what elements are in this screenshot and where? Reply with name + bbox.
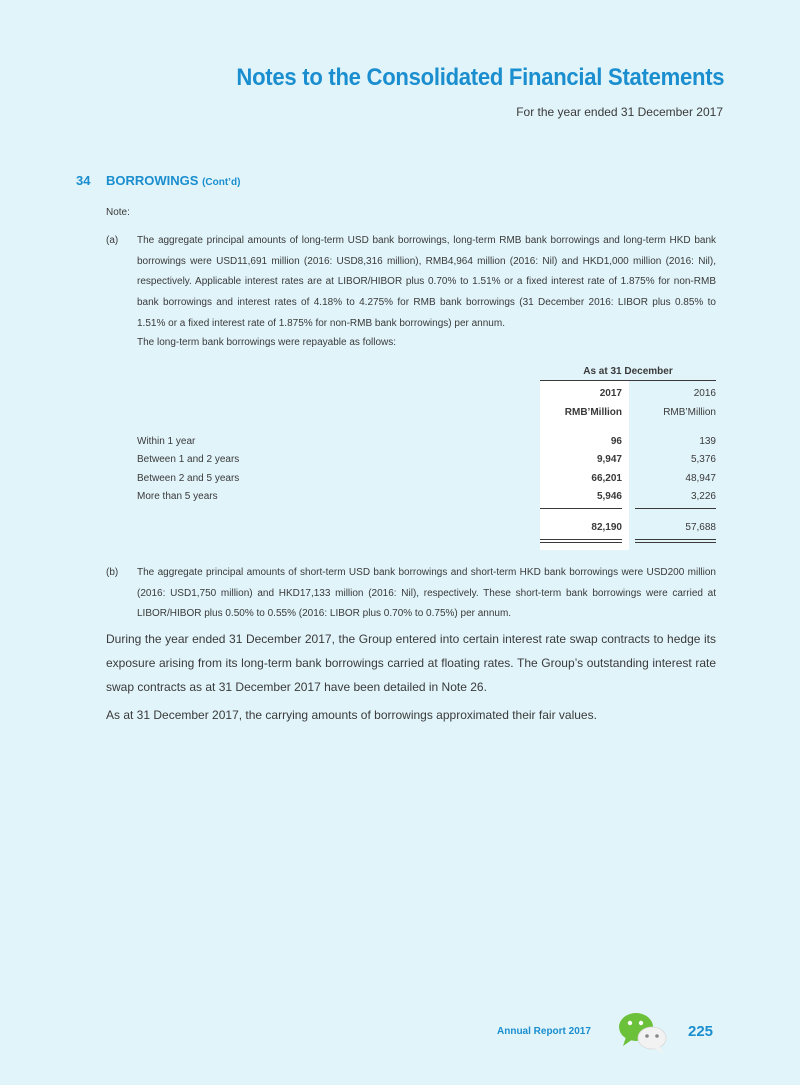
subtotal-rule-2016	[635, 508, 716, 509]
table-total-2016: 57,688	[685, 522, 716, 533]
total-double-rule-2016-bottom	[635, 542, 716, 543]
total-double-rule-2017-bottom	[540, 542, 622, 543]
section-title: BORROWINGS	[106, 173, 199, 188]
footer-report-title: Annual Report 2017	[497, 1026, 591, 1037]
table-cell-2016: 48,947	[685, 473, 716, 484]
table-group-rule	[540, 380, 716, 381]
note-item-text: The aggregate principal amounts of long-term USD bank borrowings, long-term RMB bank borrowings and long-term HKD bank borrowings were USD11,691 million (2016: USD8,316 million), RMB4,964 million (2016: Nil) and HKD1,000 million (2016: Nil), respectively. Applicable interest rates are at LIBOR/HIBOR plus 0.70% to 1.51% or a fixed interest rate of 1.875% for non-RMB bank borrowings and interest rates of 4.18% to 4.275% for RMB bank borrowings (31 December 2016: LIBOR plus 0.85% to 1.51% or a fixed interest rate of 1.875% for non-RMB bank borrowings) per annum.	[137, 235, 716, 329]
body-paragraph: During the year ended 31 December 2017, the Group entered into certain interest rate swap contracts to hedge its exposure arising from its long-term bank borrowings carried at floating rates. The Group’s outstanding interest rate swap contracts as at 31 December 2017 have been detailed in Note 26.	[106, 632, 716, 694]
page-number: 225	[688, 1023, 714, 1040]
table-cell-2016: 5,376	[690, 454, 716, 465]
col-header-2016-unit: RMB’Million	[663, 407, 716, 418]
repayment-intro: The long-term bank borrowings were repayable as follows:	[137, 337, 397, 348]
note-item-marker: (b)	[106, 567, 119, 578]
table-cell-2016: 3,226	[690, 491, 716, 502]
note-label: Note:	[106, 207, 130, 218]
page-subtitle: For the year ended 31 December 2017	[516, 105, 723, 119]
wechat-logo-icon	[614, 1008, 672, 1054]
table-cell-2016: 139	[699, 436, 716, 447]
col-header-2016-year: 2016	[693, 388, 716, 399]
col-header-2017-unit: RMB’Million	[564, 407, 622, 418]
table-row-label: Between 2 and 5 years	[137, 473, 240, 484]
col-header-2017-year: 2017	[599, 388, 622, 399]
total-double-rule-2017-top	[540, 539, 622, 540]
body-paragraph: As at 31 December 2017, the carrying amounts of borrowings approximated their fair values.	[106, 708, 597, 722]
note-item-text: The aggregate principal amounts of short-term USD bank borrowings and short-term HKD bank borrowings were USD200 million (2016: USD1,750 million) and HKD17,133 million (2016: Nil), respectively. These short-term bank borrowings were carried at LIBOR/HIBOR plus 0.50% to 0.55% (2016: LIBOR plus 0.70% to 0.75%) per annum.	[137, 567, 716, 620]
subtotal-rule-2017	[540, 508, 622, 509]
note-item-marker: (a)	[106, 235, 119, 246]
section-heading	[76, 173, 240, 188]
table-cell-2017: 9,947	[596, 454, 622, 465]
total-double-rule-2016-top	[635, 539, 716, 540]
table-cell-2017: 96	[610, 436, 622, 447]
table-row-label: More than 5 years	[137, 491, 218, 502]
table-total-2017: 82,190	[591, 522, 622, 533]
table-group-header: As at 31 December	[583, 366, 673, 377]
table-row-label: Between 1 and 2 years	[137, 454, 240, 465]
section-contd: (Cont’d)	[202, 177, 241, 188]
page-title: Notes to the Consolidated Financial Statements	[236, 64, 724, 91]
table-cell-2017: 66,201	[591, 473, 622, 484]
table-cell-2017: 5,946	[596, 491, 622, 502]
table-row-label: Within 1 year	[137, 436, 196, 447]
section-number: 34	[76, 173, 91, 188]
